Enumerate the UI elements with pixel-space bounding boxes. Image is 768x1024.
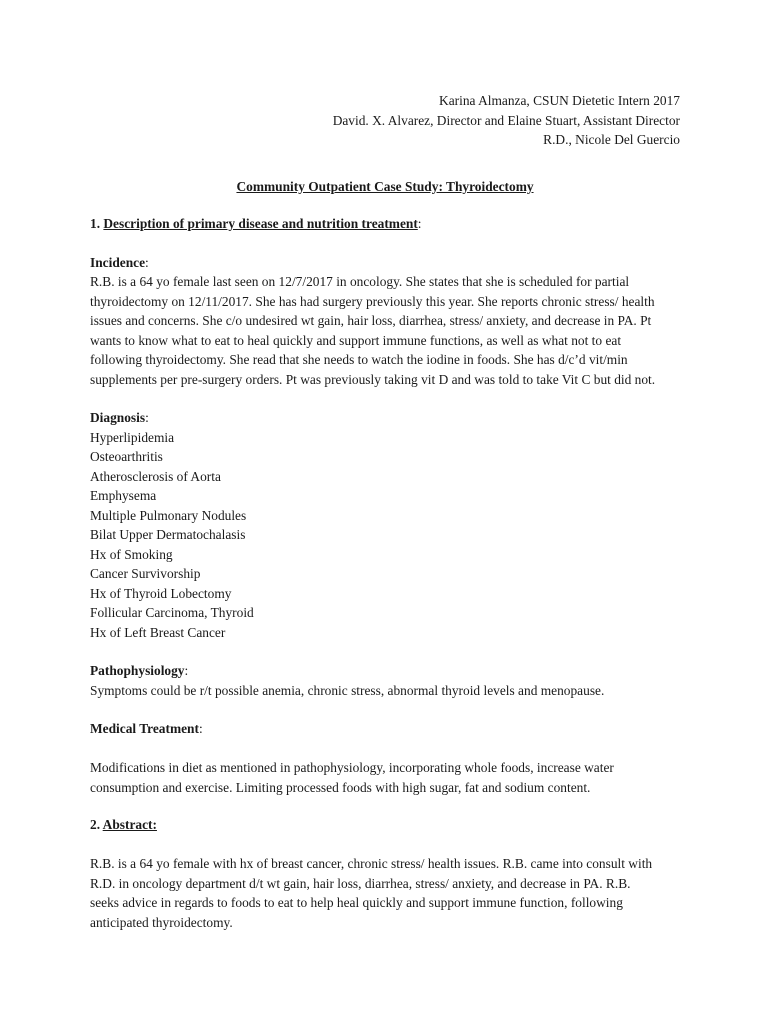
spacer — [90, 835, 680, 855]
medical-treatment-line: Modifications in diet as mentioned in pathophysiology, incorporating whole foods, increase water — [90, 760, 614, 775]
abstract-line: anticipated thyroidectomy. — [90, 914, 233, 930]
diagnosis-item: Hx of Smoking — [90, 546, 173, 562]
section-2-number: 2. — [90, 817, 103, 832]
abstract-line: R.D. in oncology department d/t wt gain, hair loss, diarrhea, stress/ anxiety, and decrease in PA. R.B. — [90, 875, 631, 891]
diagnosis-item: Atherosclerosis of Aorta — [90, 468, 221, 484]
medical-treatment-line: consumption and exercise. Limiting processed foods with high sugar, fat and sodium content. — [90, 779, 591, 795]
pathophysiology-heading — [90, 661, 680, 681]
incidence-heading — [90, 253, 680, 273]
incidence-line: following thyroidectomy. She read that she needs to watch the iodine in foods. She has d/c’d vit/min — [90, 352, 628, 367]
section-1-heading — [90, 214, 680, 234]
author-line: Karina Almanza, CSUN Dietetic Intern 2017 — [439, 93, 680, 108]
section-2-heading — [90, 815, 680, 835]
incidence-colon: : — [145, 254, 149, 270]
section-1-suffix: : — [417, 216, 422, 231]
diagnosis-item: Osteoarthritis — [90, 449, 163, 464]
incidence-line: supplements per pre-surgery orders. Pt was previously taking vit D and was told to take Vit C but did not. — [90, 371, 656, 387]
directors-line: David. X. Alvarez, Director and Elaine Stuart, Assistant Director — [332, 112, 680, 128]
document-title: Community Outpatient Case Study: Thyroidectomy — [236, 178, 534, 194]
diagnosis-item: Emphysema — [90, 488, 157, 503]
medical-treatment-colon: : — [198, 721, 203, 736]
incidence-paragraph — [90, 272, 680, 389]
diagnosis-item: Cancer Survivorship — [90, 566, 201, 581]
pathophysiology-colon: : — [184, 663, 189, 678]
section-2-title: Abstract: — [102, 817, 157, 832]
incidence-line: R.B. is a 64 yo female last seen on 12/7/2017 in oncology. She states that she is scheduled for partial — [90, 274, 630, 289]
diagnosis-item: Follicular Carcinoma, Thyroid — [90, 605, 254, 620]
section-1-number: 1. — [90, 216, 104, 231]
diagnosis-heading — [90, 408, 680, 428]
incidence-line: issues and concerns. She c/o undesired wt gain, hair loss, diarrhea, stress/ anxiety, and decrease in PA. Pt — [90, 313, 652, 328]
diagnosis-label: Diagnosis — [90, 410, 146, 425]
medical-treatment-label: Medical Treatment — [90, 721, 199, 736]
diagnosis-item: Multiple Pulmonary Nodules — [90, 507, 247, 523]
diagnosis-item: Hx of Thyroid Lobectomy — [90, 585, 232, 601]
pathophysiology-text: Symptoms could be r/t possible anemia, chronic stress, abnormal thyroid levels and menopause. — [90, 682, 605, 698]
abstract-line: seeks advice in regards to foods to eat to help heal quickly and support immune function, following — [90, 895, 623, 910]
section-1-title: Description of primary disease and nutrition treatment — [103, 216, 418, 231]
medical-treatment-paragraph — [90, 758, 680, 797]
pathophysiology-label: Pathophysiology — [90, 663, 185, 678]
diagnosis-item: Hx of Left Breast Cancer — [90, 624, 226, 640]
incidence-line: wants to know what to eat to heal quickly and support immune functions, as well as what not to eat — [90, 332, 622, 348]
spacer — [90, 739, 680, 759]
diagnosis-colon: : — [145, 410, 149, 425]
preceptor-line: R.D., Nicole Del Guercio — [543, 132, 680, 147]
incidence-line: thyroidectomy on 12/11/2017. She has had surgery previously this year. She reports chronic stress/ health — [90, 293, 655, 309]
abstract-paragraph — [90, 854, 680, 932]
diagnosis-list — [90, 428, 680, 643]
diagnosis-item: Hyperlipidemia — [90, 429, 175, 445]
abstract-line: R.B. is a 64 yo female with hx of breast cancer, chronic stress/ health issues. R.B. came into consult with — [90, 856, 653, 871]
document-page — [90, 91, 680, 932]
incidence-label: Incidence — [90, 254, 146, 270]
medical-treatment-heading — [90, 719, 680, 739]
diagnosis-item: Bilat Upper Dermatochalasis — [90, 527, 246, 542]
author-header — [90, 91, 680, 150]
